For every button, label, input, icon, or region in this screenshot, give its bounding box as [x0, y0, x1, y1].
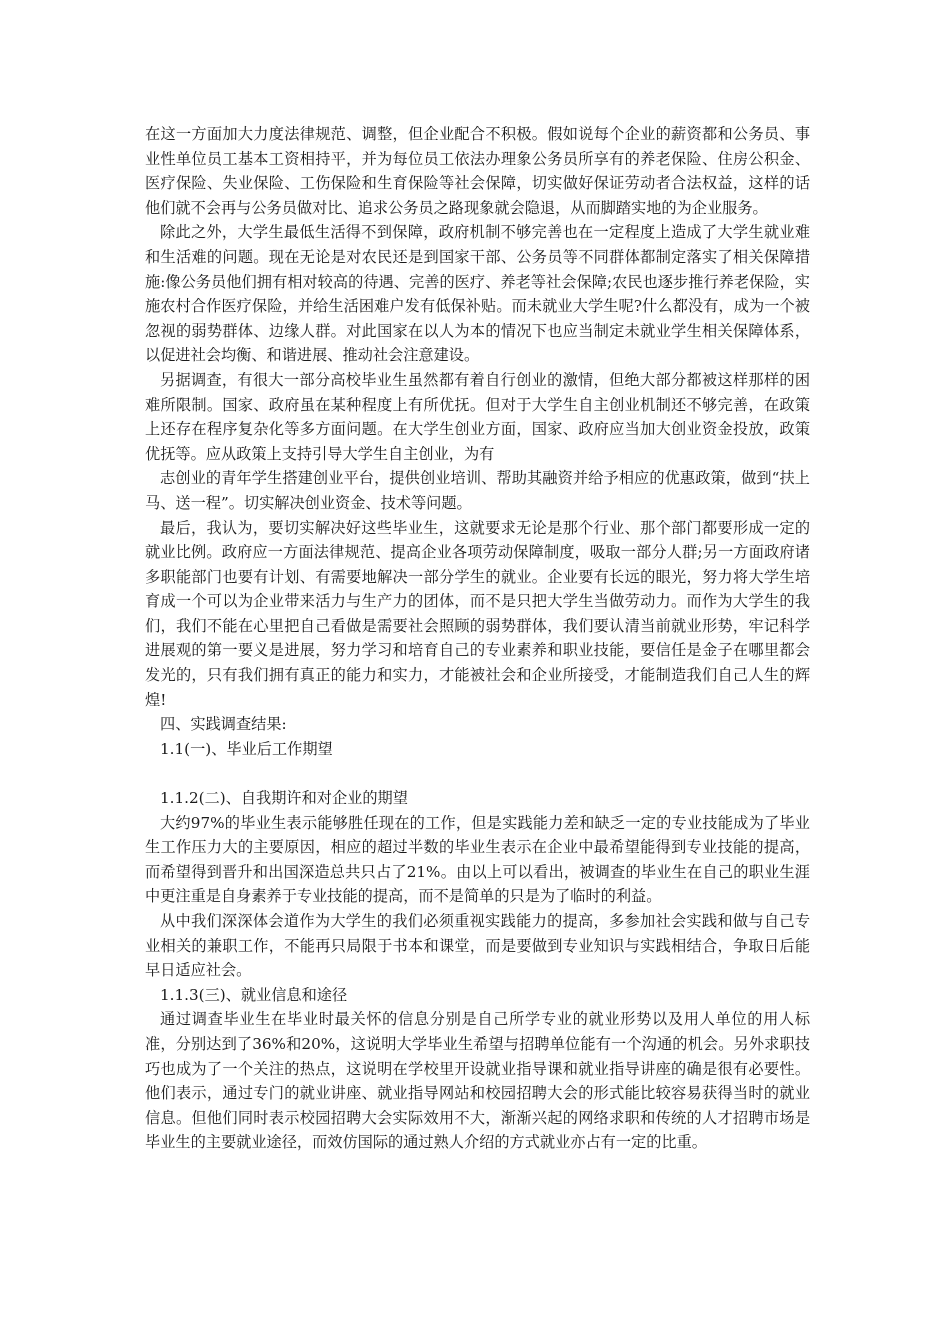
paragraph-employment-info: 通过调查毕业生在毕业时最关怀的信息分别是自己所学专业的就业形势以及用人单位的用人标准，分别达到了36%和20%，这说明大学毕业生希望与招聘单位能有一个沟通的机会。另外求职技巧也成为了一个关注的热点，这说明在学校里开设就业指导课和就业指导讲座的确是很有必要性。他们表示，通过专门的就业讲座、就业指导网站和校园招聘大会的形式能比较容易获得当时的就业信息。但他们同时表示校园招聘大会实际效用不大，渐渐兴起的网络求职和传统的人才招聘市场是毕业生的主要就业途径，而效仿国际的通过熟人介绍的方式就业亦占有一定的比重。 [145, 1010, 810, 1152]
paragraph-practice-ability: 从中我们深深体会道作为大学生的我们必须重视实践能力的提高，多参加社会实践和做与自己专业相关的兼职工作，不能再只局限于书本和课堂，而是要做到专业知识与实践相结合，争取日后能早日适应社会。 [145, 912, 810, 980]
heading-self-expectation: 1.1.2(二)、自我期许和对企业的期望 [160, 789, 408, 808]
heading-survey-results: 四、实践调查结果: [160, 715, 287, 734]
heading-work-expectation: 1.1(一)、毕业后工作期望 [160, 739, 333, 758]
paragraph-entrepreneurship-support: 志创业的青年学生搭建创业平台，提供创业培训、帮助其融资并给予相应的优惠政策，做到“扶上马、送一程”。切实解决创业资金、技术等问题。 [145, 469, 810, 512]
blank-line [145, 761, 810, 786]
document-body [145, 122, 810, 1155]
heading-employment-info: 1.1.3(三)、就业信息和途径 [160, 985, 348, 1004]
paragraph-entrepreneurship-survey: 另据调查，有很大一部分高校毕业生虽然都有着自行创业的激情，但绝大部分都被这样那样的困难所限制。国家、政府虽在某种程度上有所优抚。但对于大学生自主创业机制还不够完善，在政策上还存在程序复杂化等多方面问题。在大学生创业方面，国家、政府应当加大创业资金投放，政策优抚等。应从政策上支持引导大学生自主创业，为有 [145, 370, 810, 463]
paragraph-self-expectation: 大约97%的毕业生表示能够胜任现在的工作，但是实践能力差和缺乏一定的专业技能成为了毕业生工作压力大的主要原因，相应的超过半数的毕业生表示在企业中最希望能得到专业技能的提高，而希望得到晋升和出国深造总共只占了21%。由以上可以看出，被调查的毕业生在自己的职业生涯中更注重是自身素养于专业技能的提高，而不是简单的只是为了临时的利益。 [145, 813, 810, 906]
paragraph-minimum-living-security: 除此之外，大学生最低生活得不到保障，政府机制不够完善也在一定程度上造成了大学生就业难和生活难的问题。现在无论是对农民还是到国家干部、公务员等不同群体都制定落实了相关保障措施:像公务员他们拥有相对较高的待遇、完善的医疗、养老等社会保障;农民也逐步推行养老保险，实施农村合作医疗保险，并给生活困难户发有低保补贴。而未就业大学生呢?什么都没有，成为一个被忽视的弱势群体、边缘人群。对此国家在以人为本的情况下也应当制定未就业学生相关保障体系，以促进社会均衡、和谐进展、推动社会注意建设。 [145, 223, 810, 365]
paragraph-enterprise-welfare: 在这一方面加大力度法律规范、调整，但企业配合不积极。假如说每个企业的薪资都和公务员、事业性单位员工基本工资相持平，并为每位员工依法办理象公务员所享有的养老保险、住房公积金、医疗保险、失业保险、工伤保险和生育保险等社会保障，切实做好保证劳动者合法权益，这样的话他们就不会再与公务员做对比、追求公务员之路现象就会隐退，从而脚踏实地的为企业服务。 [145, 125, 810, 217]
paragraph-conclusion: 最后，我认为，要切实解决好这些毕业生，这就要求无论是那个行业、那个部门都要形成一定的就业比例。政府应一方面法律规范、提高企业各项劳动保障制度，吸取一部分人群;另一方面政府诸多职能部门也要有计划、有需要地解决一部分学生的就业。企业要有长远的眼光，努力将大学生培育成一个可以为企业带来活力与生产力的团体，而不是只把大学生当做劳动力。而作为大学生的我们，我们不能在心里把自己看做是需要社会照顾的弱势群体，我们要认清当前就业形势，牢记科学进展观的第一要义是进展，努力学习和培育自己的专业素养和职业技能，要信任是金子在哪里都会发光的，只有我们拥有真正的能力和实力，才能被社会和企业所接受，才能制造我们自己人生的辉煌! [145, 518, 810, 709]
